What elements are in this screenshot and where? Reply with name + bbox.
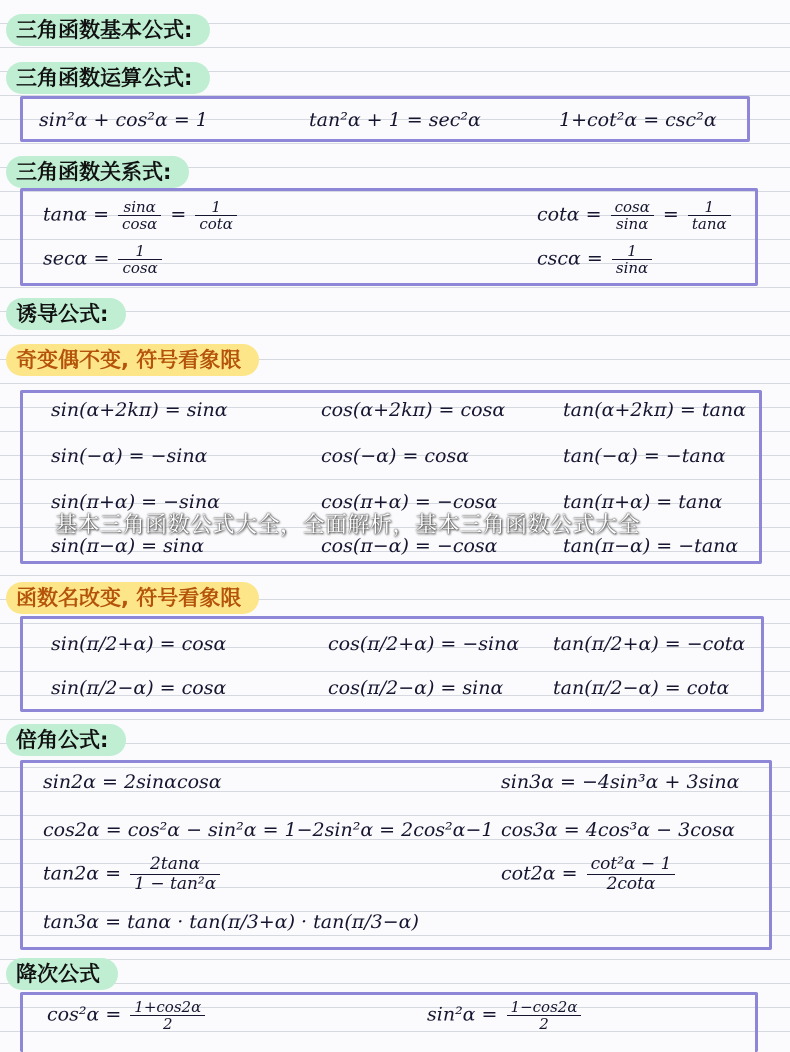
header-operation-formulas: 三角函数运算公式: — [6, 62, 210, 94]
induction-box-2 — [20, 616, 764, 712]
rule-name-change: 函数名改变, 符号看象限 — [6, 582, 259, 614]
formula-ind1-r3-cos: cos(π+α) = −cosα — [321, 491, 498, 513]
formula-ind1-r4-tan: tan(π−α) = −tanα — [563, 535, 739, 557]
formula-tan-relation: tanα = $\frac{\sin\alpha}{\cos\alpha}$ = $\frac{1}{\cot\alpha}$ — [43, 199, 240, 232]
formula-tan3a: tan3α = tanα · tan(π/3+α) · tan(π/3−α) — [43, 911, 419, 933]
watermark-caption: 基本三角函数公式大全，全面解析，基本三角函数公式大全 — [55, 513, 641, 538]
formula-cot-csc: 1+cot²α = csc²α — [559, 109, 717, 131]
formula-sec-relation: secα = $\frac{1}{\cos\alpha}$ — [43, 243, 165, 276]
header-basic-formulas: 三角函数基本公式: — [6, 14, 210, 46]
formula-ind2-r1-tan: tan(π/2+α) = −cotα — [553, 633, 746, 655]
formula-ind1-r4-cos: cos(π−α) = −cosα — [321, 535, 498, 557]
double-angle-box — [20, 760, 772, 950]
formula-sin2a: sin2α = 2sinαcosα — [43, 771, 222, 793]
formula-ind1-r2-tan: tan(−α) = −tanα — [563, 445, 726, 467]
formula-ind1-r4-sin: sin(π−α) = sinα — [51, 535, 205, 557]
formula-cot-relation: cotα = $\frac{\cos\alpha}{\sin\alpha}$ = $\frac{1}{\tan\alpha}$ — [537, 199, 734, 232]
formula-ind2-r2-cos: cos(π/2−α) = sinα — [328, 677, 504, 699]
formula-tan2a: tan2α = $\frac{2\tan\alpha}{\text{1 − tan²α}}$ — [43, 855, 223, 894]
formula-ind1-r3-tan: tan(π+α) = tanα — [563, 491, 723, 513]
formula-cos3a: cos3α = 4cos³α − 3cosα — [501, 819, 735, 841]
formula-ind1-r1-tan: tan(α+2kπ) = tanα — [563, 399, 746, 421]
formula-csc-relation: cscα = $\frac{1}{\sin\alpha}$ — [537, 243, 655, 276]
formula-ind1-r1-cos: cos(α+2kπ) = cosα — [321, 399, 506, 421]
rule-odd-even: 奇变偶不变, 符号看象限 — [6, 344, 259, 376]
formula-ind1-r2-cos: cos(−α) = cosα — [321, 445, 470, 467]
formula-cos2a: cos2α = cos²α − sin²α = 1−2sin²α = 2cos²α−1 — [43, 819, 494, 841]
formula-ind1-r2-sin: sin(−α) = −sinα — [51, 445, 208, 467]
formula-cos-square: cos²α = $\frac{1+\cos 2\alpha}{2}$ — [47, 999, 208, 1032]
formula-ind2-r1-cos: cos(π/2+α) = −sinα — [328, 633, 520, 655]
header-induction-formulas: 诱导公式: — [6, 298, 126, 330]
header-power-reduction: 降次公式 — [6, 958, 118, 990]
header-double-angle: 倍角公式: — [6, 724, 126, 756]
formula-sin-square: sin²α = $\frac{1-\cos 2\alpha}{2}$ — [427, 999, 584, 1032]
formula-cot2a: cot2α = $\frac{\text{cot²α − 1}}{2\cot\alpha}$ — [501, 855, 678, 894]
formula-pythagorean: sin²α + cos²α = 1 — [39, 109, 208, 131]
formula-ind2-r1-sin: sin(π/2+α) = cosα — [51, 633, 227, 655]
formula-ind2-r2-sin: sin(π/2−α) = cosα — [51, 677, 227, 699]
relation-box — [20, 188, 758, 286]
formula-sin3a: sin3α = −4sin³α + 3sinα — [501, 771, 740, 793]
power-reduction-box — [20, 992, 758, 1052]
formula-tan-sec: tan²α + 1 = sec²α — [309, 109, 481, 131]
formula-ind1-r1-sin: sin(α+2kπ) = sinα — [51, 399, 228, 421]
formula-ind1-r3-sin: sin(π+α) = −sinα — [51, 491, 220, 513]
formula-ind2-r2-tan: tan(π/2−α) = cotα — [553, 677, 730, 699]
header-relation-formulas: 三角函数关系式: — [6, 156, 189, 188]
operation-box — [20, 96, 750, 142]
